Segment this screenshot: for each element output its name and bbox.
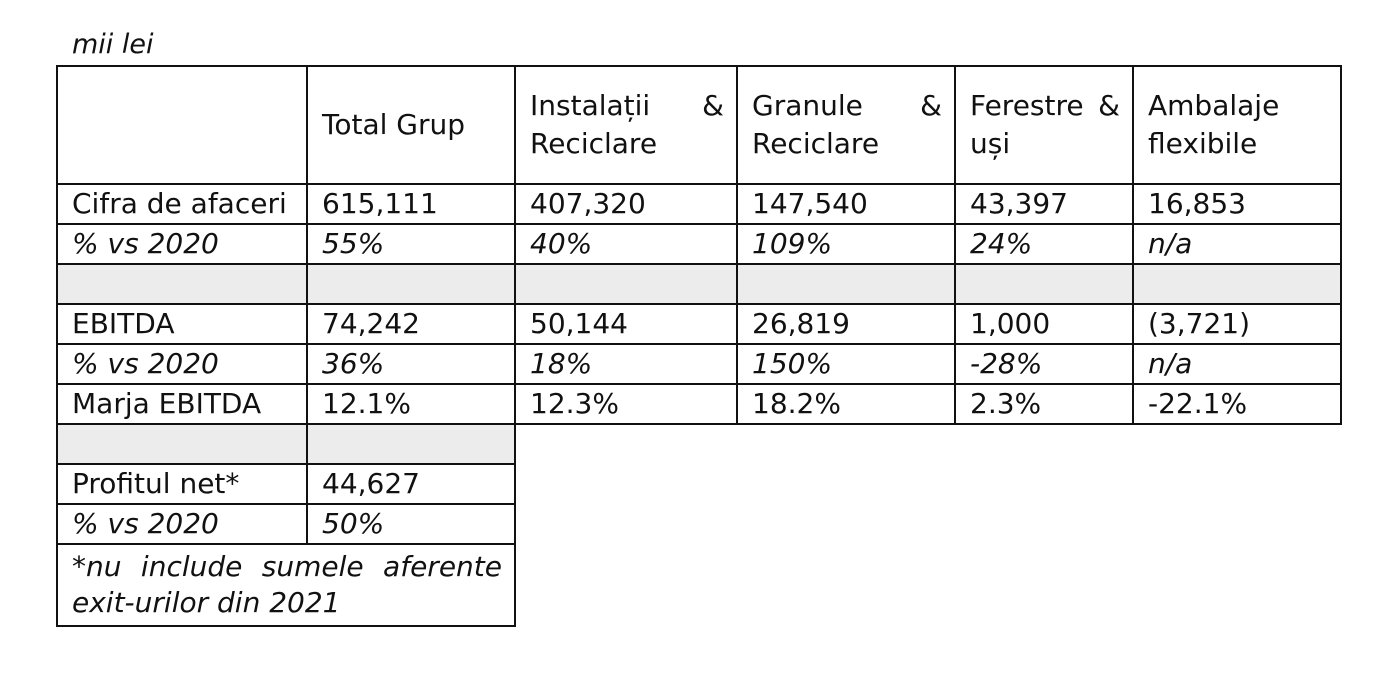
spacer-row — [57, 424, 1341, 464]
empty-area — [515, 544, 1341, 626]
cell-value: 43,397 — [955, 184, 1133, 224]
empty-area — [515, 504, 1341, 544]
row-label-profit: Profitul net* — [57, 464, 307, 504]
unit-label: mii lei — [72, 29, 154, 60]
spacer-cell — [1133, 264, 1341, 304]
cell-value: 40% — [515, 224, 737, 264]
cell-value: 18% — [515, 344, 737, 384]
cell-value: 44,627 — [307, 464, 515, 504]
spacer-cell — [515, 264, 737, 304]
footnote-row — [57, 544, 1341, 626]
cell-value: 74,242 — [307, 304, 515, 344]
cell-value: 150% — [737, 344, 955, 384]
cell-value: 50,144 — [515, 304, 737, 344]
cell-value: n/a — [1133, 344, 1341, 384]
header-granule-reciclare: Granule & Reciclare — [737, 66, 955, 184]
cell-value: 12.1% — [307, 384, 515, 424]
cell-value: 36% — [307, 344, 515, 384]
table-row — [57, 344, 1341, 384]
row-label-ebitda: EBITDA — [57, 304, 307, 344]
cell-value: 147,540 — [737, 184, 955, 224]
cell-value: 18.2% — [737, 384, 955, 424]
cell-value: 109% — [737, 224, 955, 264]
header-cell-empty — [57, 66, 307, 184]
row-label-marja: Marja EBITDA — [57, 384, 307, 424]
cell-value: 615,111 — [307, 184, 515, 224]
table-row — [57, 504, 1341, 544]
footnote: *nu include sumele aferente exit-urilor din 2021 — [57, 544, 515, 626]
spacer-cell — [737, 264, 955, 304]
spacer-cell — [307, 264, 515, 304]
row-label-cifra-pct: % vs 2020 — [57, 224, 307, 264]
spacer-row — [57, 264, 1341, 304]
cell-value: n/a — [1133, 224, 1341, 264]
cell-value: 16,853 — [1133, 184, 1341, 224]
spacer-cell — [57, 264, 307, 304]
cell-value: 407,320 — [515, 184, 737, 224]
cell-value: 26,819 — [737, 304, 955, 344]
row-label-ebitda-pct: % vs 2020 — [57, 344, 307, 384]
cell-value: 24% — [955, 224, 1133, 264]
header-row — [57, 66, 1341, 184]
row-label-cifra: Cifra de afaceri — [57, 184, 307, 224]
financial-table — [56, 65, 1342, 627]
spacer-cell — [955, 264, 1133, 304]
cell-value: 1,000 — [955, 304, 1133, 344]
empty-area — [515, 424, 1341, 464]
cell-value: -22.1% — [1133, 384, 1341, 424]
cell-value: 12.3% — [515, 384, 737, 424]
table-row — [57, 464, 1341, 504]
empty-area — [515, 464, 1341, 504]
spacer-cell — [57, 424, 307, 464]
table-row — [57, 224, 1341, 264]
row-label-profit-pct: % vs 2020 — [57, 504, 307, 544]
table-row — [57, 184, 1341, 224]
cell-value: -28% — [955, 344, 1133, 384]
cell-value: 2.3% — [955, 384, 1133, 424]
header-total-grup: Total Grup — [307, 66, 515, 184]
table-row — [57, 384, 1341, 424]
spacer-cell — [307, 424, 515, 464]
cell-value: 50% — [307, 504, 515, 544]
cell-value: 55% — [307, 224, 515, 264]
header-ambalaje-flexibile: Ambalaje flexibile — [1133, 66, 1341, 184]
cell-value: (3,721) — [1133, 304, 1341, 344]
header-ferestre-usi: Ferestre & uși — [955, 66, 1133, 184]
header-instalatii-reciclare: Instalații & Reciclare — [515, 66, 737, 184]
table-row — [57, 304, 1341, 344]
